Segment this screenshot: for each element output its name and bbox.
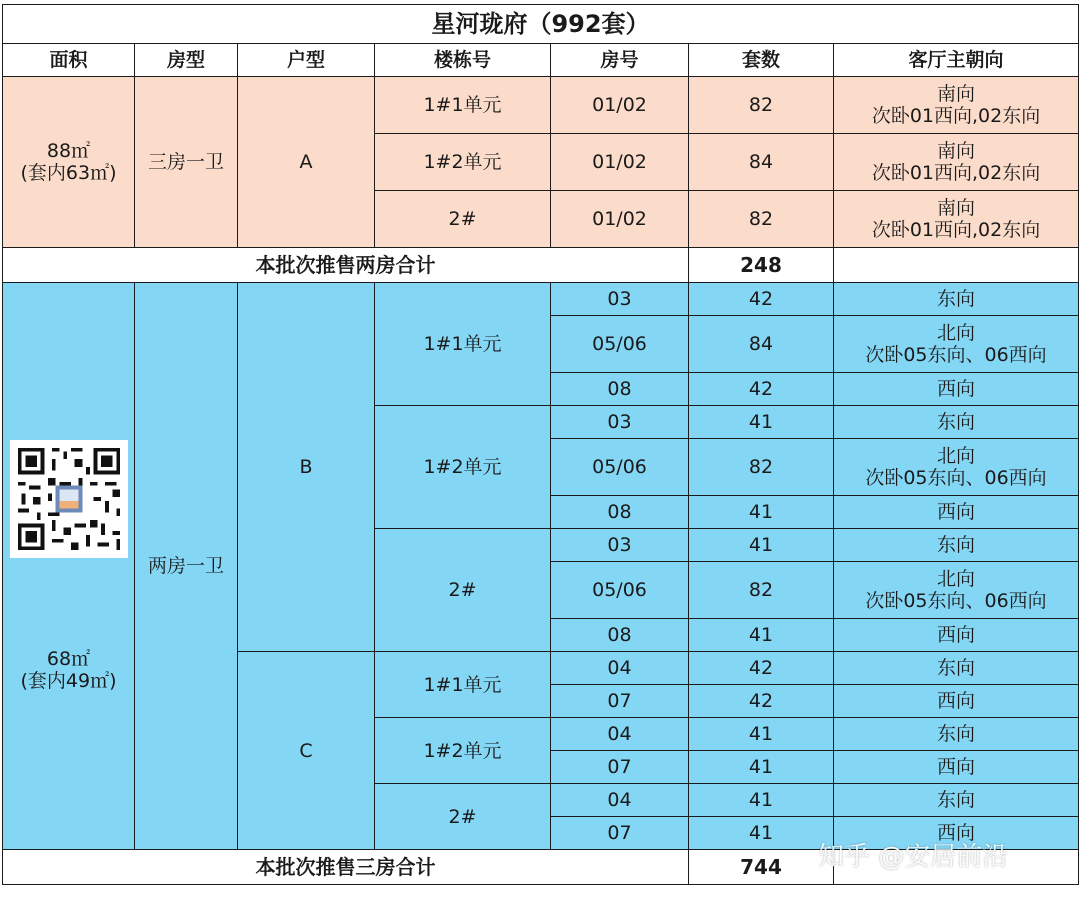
room-cell: 04 (551, 784, 689, 817)
header-room-type: 房型 (135, 44, 238, 77)
orientation-cell: 西向 (834, 751, 1079, 784)
area-value: 68㎡ (46, 648, 91, 670)
count-cell: 41 (689, 496, 834, 529)
header-room-number: 房号 (551, 44, 689, 77)
count-cell: 42 (689, 373, 834, 406)
title-row (3, 5, 1079, 44)
orientation-main: 南向 (937, 83, 976, 105)
orientation-cell: 东向 (834, 406, 1079, 439)
room-cell: 08 (551, 496, 689, 529)
count-cell: 82 (689, 191, 834, 248)
building-cell: 1#2单元 (375, 406, 551, 529)
subtotal-empty (834, 850, 1079, 885)
orientation-cell: 东向 (834, 784, 1079, 817)
room-cell: 03 (551, 283, 689, 316)
room-cell: 01/02 (551, 134, 689, 191)
room-cell: 04 (551, 718, 689, 751)
orientation-detail: 次卧05东向、06西向 (865, 467, 1047, 489)
orientation-cell (834, 134, 1079, 191)
building-cell: 1#1单元 (375, 652, 551, 718)
orientation-cell: 东向 (834, 652, 1079, 685)
building-cell: 1#2单元 (375, 134, 551, 191)
count-cell: 41 (689, 406, 834, 439)
area-value: 88㎡ (46, 140, 91, 162)
building-cell: 1#2单元 (375, 718, 551, 784)
area-cell (3, 283, 135, 850)
orientation-main: 北向 (937, 322, 976, 344)
room-cell: 07 (551, 751, 689, 784)
watermark-text: 知乎 @安居前沿 (818, 842, 1009, 872)
orientation-cell (834, 439, 1079, 496)
orientation-cell: 西向 (834, 817, 1079, 850)
housing-table-wrapper (2, 4, 1078, 885)
orientation-cell (834, 77, 1079, 134)
table-row (3, 77, 1079, 134)
orientation-cell: 西向 (834, 685, 1079, 718)
orientation-detail: 次卧01西向,02东向 (871, 219, 1041, 241)
count-cell: 84 (689, 134, 834, 191)
room-cell: 05/06 (551, 562, 689, 619)
orientation-cell (834, 191, 1079, 248)
subtotal-empty (834, 248, 1079, 283)
orientation-detail: 次卧05东向、06西向 (865, 590, 1047, 612)
orientation-cell (834, 562, 1079, 619)
orientation-cell: 西向 (834, 373, 1079, 406)
room-cell: 01/02 (551, 77, 689, 134)
orientation-main: 南向 (937, 197, 976, 219)
count-cell: 41 (689, 784, 834, 817)
qr-code-icon (10, 440, 128, 558)
orientation-detail: 次卧01西向,02东向 (871, 105, 1041, 127)
subtotal-value: 248 (689, 248, 834, 283)
building-cell: 1#1单元 (375, 283, 551, 406)
count-cell: 82 (689, 562, 834, 619)
count-cell: 42 (689, 283, 834, 316)
room-type-cell: 三房一卫 (135, 77, 238, 248)
count-cell: 41 (689, 718, 834, 751)
room-cell: 07 (551, 817, 689, 850)
header-unit-type: 户型 (238, 44, 375, 77)
orientation-main: 北向 (937, 445, 976, 467)
count-cell: 41 (689, 817, 834, 850)
unit-type-cell: B (238, 283, 375, 652)
room-cell: 05/06 (551, 316, 689, 373)
housing-table (2, 4, 1079, 885)
room-cell: 04 (551, 652, 689, 685)
subtotal-row (3, 248, 1079, 283)
header-count: 套数 (689, 44, 834, 77)
area-cell (3, 77, 135, 248)
header-row (3, 44, 1079, 77)
subtotal-label: 本批次推售两房合计 (3, 248, 689, 283)
orientation-cell: 东向 (834, 718, 1079, 751)
header-area: 面积 (3, 44, 135, 77)
room-cell: 03 (551, 529, 689, 562)
building-cell: 1#1单元 (375, 77, 551, 134)
count-cell: 41 (689, 529, 834, 562)
count-cell: 41 (689, 619, 834, 652)
orientation-main: 南向 (937, 140, 976, 162)
count-cell: 82 (689, 439, 834, 496)
room-cell: 05/06 (551, 439, 689, 496)
subtotal-value: 744 (689, 850, 834, 885)
building-cell: 2# (375, 191, 551, 248)
orientation-main: 北向 (937, 568, 976, 590)
subtotal-label: 本批次推售三房合计 (3, 850, 689, 885)
count-cell: 41 (689, 751, 834, 784)
orientation-detail: 次卧05东向、06西向 (865, 344, 1047, 366)
building-cell: 2# (375, 784, 551, 850)
orientation-cell: 东向 (834, 529, 1079, 562)
room-cell: 08 (551, 373, 689, 406)
orientation-cell: 东向 (834, 283, 1079, 316)
header-orientation: 客厅主朝向 (834, 44, 1079, 77)
room-cell: 08 (551, 619, 689, 652)
table-row (3, 283, 1079, 316)
count-cell: 42 (689, 685, 834, 718)
room-cell: 07 (551, 685, 689, 718)
table-title: 星河珑府（992套） (3, 5, 1079, 44)
room-cell: 03 (551, 406, 689, 439)
header-building: 楼栋号 (375, 44, 551, 77)
orientation-detail: 次卧01西向,02东向 (871, 162, 1041, 184)
unit-type-cell: A (238, 77, 375, 248)
room-type-cell: 两房一卫 (135, 283, 238, 850)
count-cell: 42 (689, 652, 834, 685)
area-inner-value: (套内63㎡) (20, 162, 117, 184)
unit-type-cell: C (238, 652, 375, 850)
room-cell: 01/02 (551, 191, 689, 248)
orientation-cell: 西向 (834, 496, 1079, 529)
area-inner-value: (套内49㎡) (20, 670, 117, 692)
count-cell: 82 (689, 77, 834, 134)
count-cell: 84 (689, 316, 834, 373)
subtotal-row (3, 850, 1079, 885)
building-cell: 2# (375, 529, 551, 652)
orientation-cell (834, 316, 1079, 373)
orientation-cell: 西向 (834, 619, 1079, 652)
